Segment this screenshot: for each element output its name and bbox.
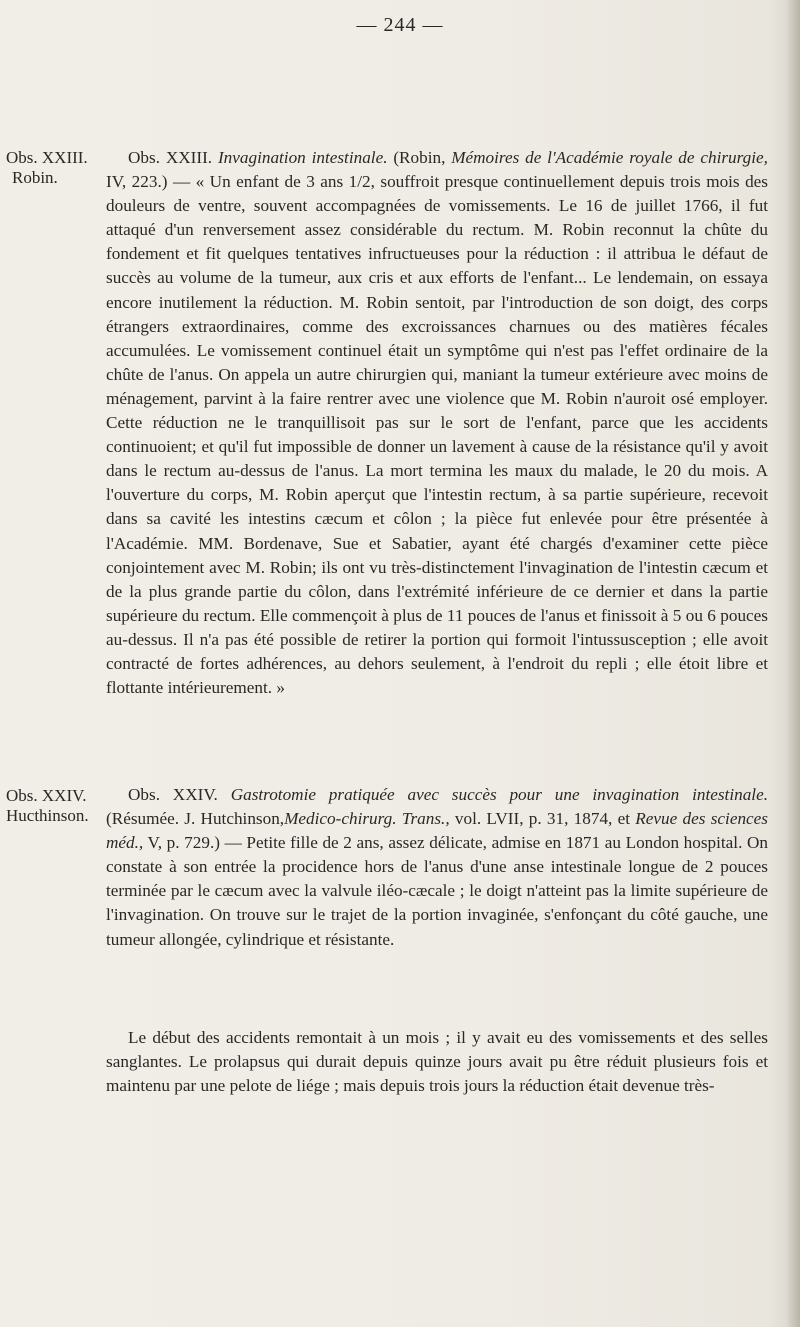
reference-source: Mémoires de l'Académie royale de chirurgie, [451,148,768,167]
observation-24-paragraph-2 [106,1026,768,1098]
page-edge-shadow [786,0,800,1327]
reference-open: (Robin, [387,148,452,167]
observation-body: « Un enfant de 3 ans 1/2, souffroit presque continuellement depuis trois mois des douleurs de ventre, souvent accompagnées de vomissements. Le 16 de juillet 1766, il fut attaqué d'un renversement assez considérable du rectum. M. Robin reconnut la chûte du fondement et fit quelques tentatives infructueuses pour la réduction : il attribua le défaut de succès au volume de la tumeur, aux cris et aux efforts de l'enfant... Le lendemain, on essaya encore inutilement la réduction. M. Robin sentoit, par l'introduction de son doigt, des corps étrangers extraordinaires, comme des excroissances charnues ou des matières fécales accumulées. Le vomissement continuel était un symptôme qui n'est pas l'effet ordinaire de la chûte de l'anus. On appela un autre chirurgien qui, maniant la tumeur extérieure avec moins de ménagement, parvint à la faire rentrer avec une violence que M. Robin n'auroit osé employer. Cette réduction ne le tranquillisoit pas sur le sort de l'enfant, parce que les accidents continuoient; et qu'il fut impossible de donner un lavement à cause de la résistance qu'il y avoit dans le rectum au-dessus de l'anus. La mort termina les maux du malade, le 20 du mois. A l'ouverture du corps, M. Robin aperçut que l'intestin rectum, à sa partie supérieure, recevoit dans sa cavité les intestins cæcum et côlon ; la pièce fut enlevée pour être présentée à l'Académie. MM. Bordenave, Sue et Sabatier, ayant été chargés d'examiner cette pièce conjointement avec M. Robin; ils ont vu très-distinctement l'invagination de l'intestin cæcum et de la plus grande partie du côlon, dans l'extrémité inférieure de ce dernier et dans la partie supérieure du rectum. Elle commençoit à plus de 11 pouces de l'anus et finissoit à 5 ou 6 pouces au-dessus. Il n'a pas été possible de retirer la portion qui formoit l'intussusception ; elle avoit contracté de fortes adhérences, au dehors seulement, à l'endroit du repli ; elle étoit libre et flottante intérieurement. » [106,172,768,698]
observation-label: Obs. XXIII. [128,148,213,167]
margin-note-obs-23 [6,148,106,188]
observation-body: Petite fille de 2 ans, assez délicate, admise en 1871 au London hospital. On constate à son entrée la procidence hors de l'anus d'une anse intestinale longue de 2 pouces terminée par le cæcum avec la valvule iléo-cæcale ; le doigt n'atteint pas la limite supérieure de l'invagination. On trouve sur le trajet de la portion invaginée, s'enfonçant du côté gauche, une tumeur allongée, cylindrique et résistante. [106,833,768,949]
margin-note-obs-24 [6,786,106,826]
reference-mid: vol. LVII, p. 31, 1874, et [449,809,636,829]
observation-label: Obs. XXIV. [128,785,218,804]
reference-source-2: Revue des sciences méd., [106,809,768,853]
observation-title: Gastrotomie pratiquée avec succès pour une invagination intestinale. [230,785,768,804]
observation-24-paragraph [106,783,768,952]
page-number: — 244 — [356,14,444,36]
margin-note-label: Obs. XXIV. [6,786,87,805]
reference-source: Medico-chirurg. Trans., [284,809,450,829]
reference-close: IV, 223.) — [106,172,196,192]
observation-title: Invagination intestinale. [217,148,388,167]
observation-body-continued: Le début des accidents remontait à un mois ; il y avait eu des vomissements et des selles sanglantes. Le prolapsus qui durait depuis quinze jours avait pu être réduit plusieurs fois et maintenu par une pelote de liége ; mais depuis trois jours la réduction était devenue très- [106,1028,768,1096]
reference-close: V, p. 729.) — [143,833,247,853]
margin-note-author: Robin. [12,168,58,187]
reference-open: (Résumée. J. Hutchinson, [106,809,285,829]
observation-23-paragraph [106,146,768,700]
margin-note-label: Obs. XXIII. [6,148,88,167]
margin-note-author: Hucthinson. [6,806,89,825]
